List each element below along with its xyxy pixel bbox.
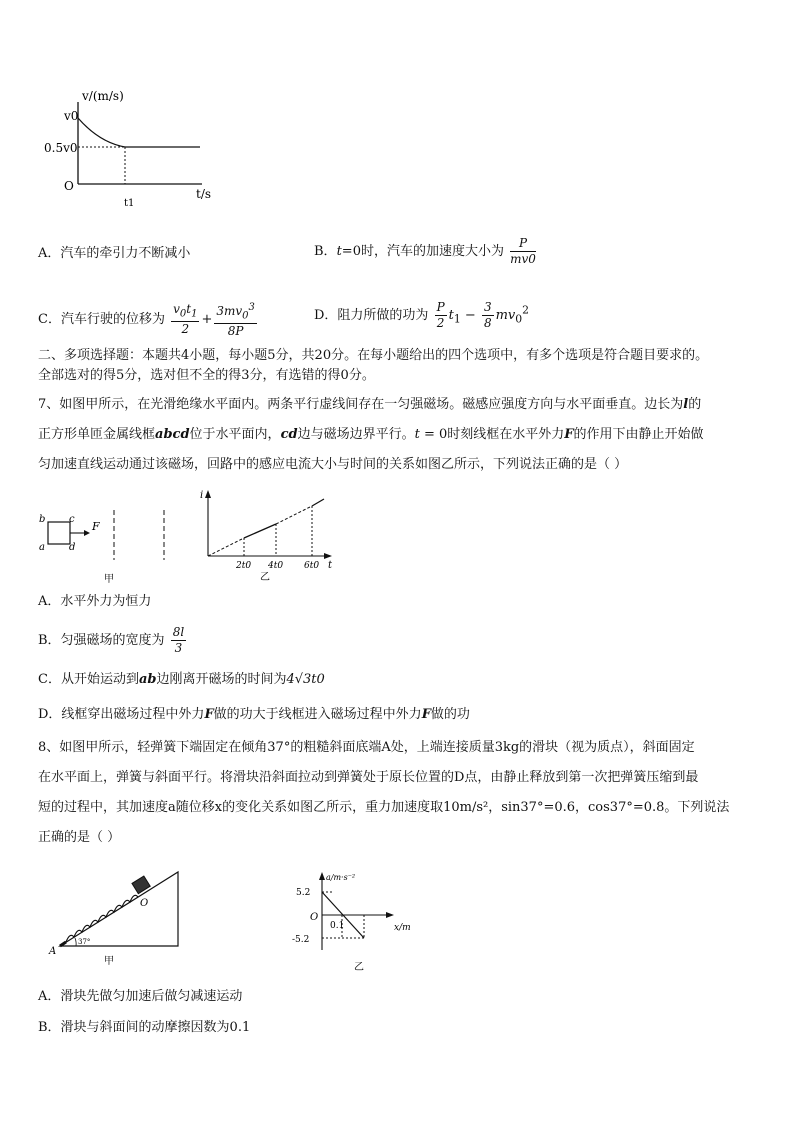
q6-option-a: A．汽车的牵引力不断减小 [38,246,191,261]
q8-y-top-tick: 5.2 [296,888,311,898]
q7-label-d: d [69,542,76,553]
q8-stem: 8、如图甲所示，轻弹簧下端固定在倾角37°的粗糙斜面底端A处，上端连接质量3kg的滑块（视为质点），斜面固定 在水平面上，弹簧与斜面平行。将滑块沿斜面拉动到弹簧处于原长位置的D点，由静止释放到第一次把弹簧压缩到最 短的过程中，其加速度a随位移x的变化关系如图乙所示，重力加速度取10m/s²，sin37°=0.6，cos37°=0.8。下列说法 正确的是（ ） [38,740,730,845]
q8-angle-label: 37° [78,938,91,946]
q7-figure-a [36,500,186,586]
q8-option-b: B．滑块与斜面间的动摩擦因数为0.1 [38,1020,251,1035]
q8-point-A: A [49,946,57,957]
q7-figure-b [196,486,346,582]
q6-vt-graph [30,82,230,212]
q7-i-label: i [200,490,204,501]
q6-option-d: D．阻力所做的功为 $\frac{P}{2}$ $t_1$ − $\frac{3}{8}$ $mv_0^2$ [314,300,530,330]
q6-v0-label: v0 [64,109,79,123]
q6-y-axis-label: v/(m/s) [82,89,124,103]
q7-t-label: t [328,560,333,571]
q6-origin-label: O [64,179,74,193]
q7-tick-2t0: 2t0 [236,561,252,571]
q7-label-a: a [39,542,45,553]
q8-figure-b-caption: 乙 [354,962,364,973]
q8-figure-a [46,864,196,970]
q7-option-d: D．线框穿出磁场过程中外力F做的功大于线框进入磁场过程中外力F做的功 [38,707,470,722]
q8-origin-label: O [310,912,319,923]
q8-figure-a-caption: 甲 [104,956,114,967]
q8-y-bottom-tick: -5.2 [292,935,310,945]
q6-x-axis-label: t/s [196,187,212,201]
q7-figure-b-caption: 乙 [260,572,270,582]
q8-y-axis-label: a/m·s⁻² [326,873,356,882]
q6-half-v0-label: 0.5v0 [44,141,78,155]
q7-stem: 7、如图甲所示，在光滑绝缘水平面内。两条平行虚线间存在一匀强磁场。磁感应强度方向与水平面垂直。边长为l的 正方形单匝金属线框abcd位于水平面内，cd边与磁场边界平行。t = 0时刻线框在水平外力F的作用下由静止开始做 匀加速直线运动通过该磁场，回路中的感应电流大小与时间的关系如图乙所示，下列说法正确的是（ ） [38,397,704,472]
q8-x-axis-label: x/m [394,923,411,933]
q7-label-b: b [39,514,46,525]
q8-point-O: O [140,898,149,909]
q7-label-F: F [92,520,100,533]
q7-option-a: A．水平外力为恒力 [38,594,152,609]
q8-x-tick: 0.1 [330,921,345,931]
q7-tick-4t0: 4t0 [268,561,284,571]
section2-instructions: 二、多项选择题：本题共4小题，每小题5分，共20分。在每小题给出的四个选项中，有多个选项是符合题目要求的。 全部选对的得5分，选对但不全的得3分，有选错的得0分。 [38,348,709,383]
q6-option-c: C．汽车行驶的位移为 $\frac{v_0t_1}{2}$ + $\frac{3mv_0^3}{8P}$ [38,302,255,339]
q7-figure-a-caption: 甲 [104,574,114,585]
q7-option-b: B．匀强磁场的宽度为 $\frac{8l}{3}$ [38,625,185,655]
q7-label-c: c [69,514,75,525]
q6-option-b: B．t=0时，汽车的加速度大小为 $\frac{P}{mv0}$ [314,236,536,266]
q7-tick-6t0: 6t0 [304,561,320,571]
q6-t1-label: t1 [124,198,135,209]
q7-option-c: C．从开始运动到ab边刚离开磁场的时间为4√3t0 [38,672,325,687]
q8-figure-b [280,870,420,978]
q8-option-a: A．滑块先做匀加速后做匀减速运动 [38,989,243,1004]
